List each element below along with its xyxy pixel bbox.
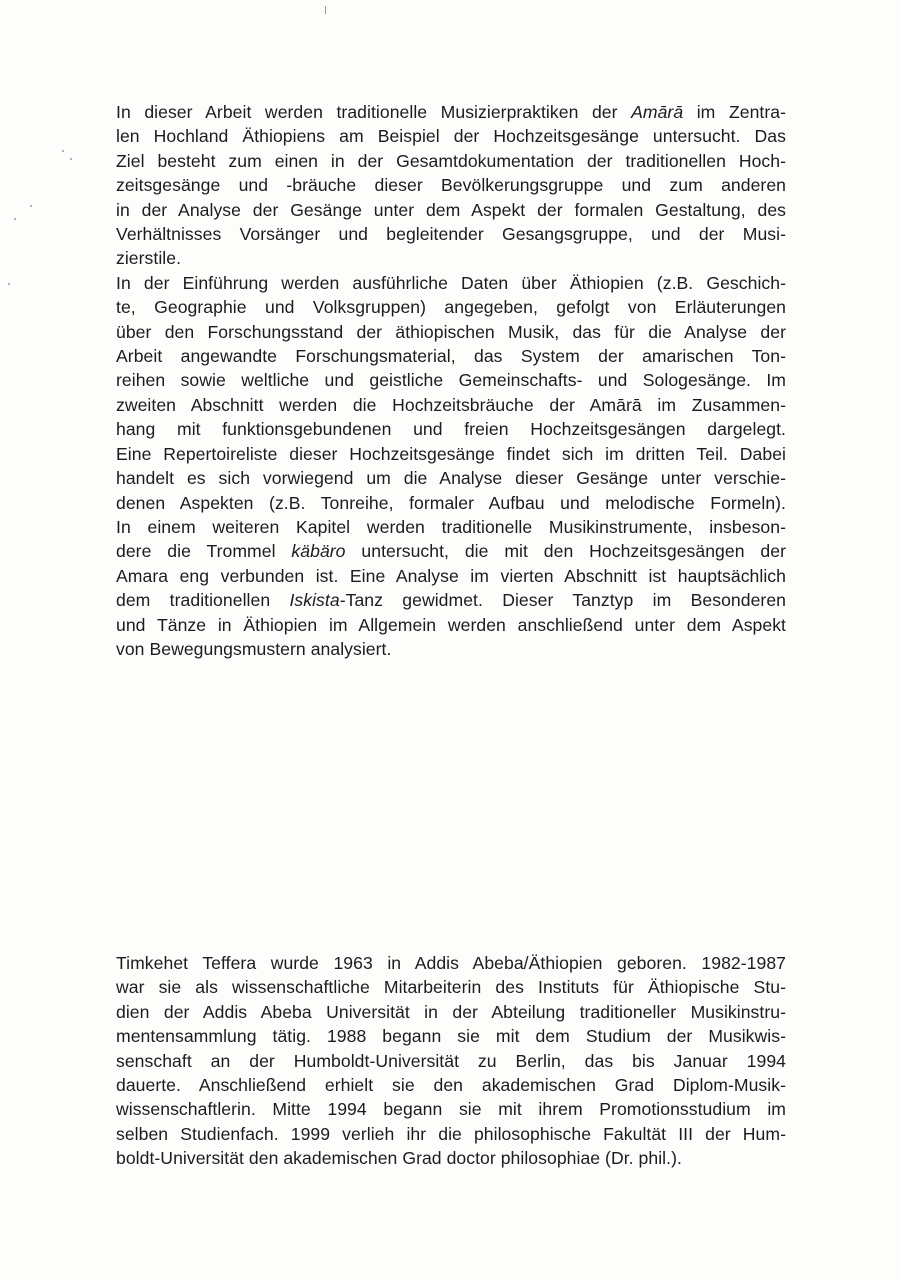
text-line <box>116 491 786 515</box>
text-run: dem traditionellen <box>116 590 290 611</box>
text-run: zierstile. <box>116 248 182 269</box>
text-run: selben Studienfach. 1999 verlieh ihr die philosophische Fakultät III der Hum- <box>116 1123 786 1144</box>
text-run: dere die Trommel <box>116 541 292 562</box>
text-line <box>116 466 786 490</box>
text-run: te, Geographie und Volksgruppen) angegeben, gefolgt von Erläuterungen <box>116 297 786 318</box>
text-run: denen Aspekten (z.B. Tonreihe, formaler Aufbau und melodische Formeln). <box>116 492 786 513</box>
text-line <box>116 295 786 319</box>
scan-speck <box>30 205 32 207</box>
text-line <box>116 515 786 539</box>
text-line <box>116 124 786 148</box>
scan-speck <box>14 218 16 220</box>
text-run: senschaft an der Humboldt-Universität zu Berlin, das bis Januar 1994 <box>116 1050 786 1071</box>
text-line <box>116 198 786 222</box>
text-line <box>116 1024 786 1048</box>
text-line <box>116 368 786 392</box>
scan-speck <box>8 283 10 285</box>
text-run: dauerte. Anschließend erhielt sie den akademischen Grad Diplom-Musik- <box>116 1075 786 1096</box>
text-run: mentensammlung tätig. 1988 begann sie mit dem Studium der Musikwis- <box>116 1026 786 1047</box>
text-run: zeitsgesänge und -bräuche dieser Bevölkerungsgruppe und zum anderen <box>116 175 786 196</box>
text-line <box>116 588 786 612</box>
text-run: len Hochland Äthiopiens am Beispiel der Hochzeitsgesänge untersucht. Das <box>116 126 786 147</box>
text-line <box>116 539 786 563</box>
text-line <box>116 417 786 441</box>
text-run: Timkehet Teffera wurde 1963 in Addis Abeba/Äthiopien geboren. 1982-1987 <box>116 953 786 973</box>
text-run: In dieser Arbeit werden traditionelle Musizierpraktiken der <box>116 102 632 122</box>
italic-term: käbäro <box>291 541 346 562</box>
text-run: dien der Addis Abeba Universität in der Abteilung traditioneller Musikinstru- <box>116 1001 786 1022</box>
text-run: über den Forschungsstand der äthiopischen Musik, das für die Analyse der <box>116 321 786 342</box>
text-run: In der Einführung werden ausführliche Daten über Äthiopien (z.B. Geschich- <box>116 272 786 293</box>
text-run: hang mit funktionsgebundenen und freien Hochzeitsgesängen dargelegt. <box>116 419 786 440</box>
text-line <box>116 1000 786 1024</box>
text-run: und Tänze in Äthiopien im Allgemein werden anschließend unter dem Aspekt <box>116 614 786 635</box>
text-line <box>116 271 786 295</box>
text-run: Verhältnisses Vorsänger und begleitender Gesangsgruppe, und der Musi- <box>116 224 786 245</box>
scan-speck <box>70 158 72 160</box>
text-line <box>116 173 786 197</box>
text-line <box>116 613 786 637</box>
text-run: Arbeit angewandte Forschungsmaterial, das System der amarischen Ton- <box>116 346 786 367</box>
text-line <box>116 246 786 270</box>
abstract-paragraph <box>116 100 786 661</box>
text-run: im Zentra- <box>683 102 786 122</box>
text-line <box>116 320 786 344</box>
scan-speck <box>325 6 326 14</box>
text-run: Ziel besteht zum einen in der Gesamtdokumentation der traditionellen Hoch- <box>116 150 786 171</box>
text-line <box>116 1122 786 1146</box>
text-line <box>116 149 786 173</box>
text-line <box>116 222 786 246</box>
text-run: In einem weiteren Kapitel werden traditionelle Musikinstrumente, insbeson- <box>116 516 786 537</box>
text-line <box>116 951 786 975</box>
text-run: -Tanz gewidmet. Dieser Tanztyp im Besonderen <box>339 590 787 611</box>
text-line <box>116 564 786 588</box>
text-run: war sie als wissenschaftliche Mitarbeiterin des Instituts für Äthiopische Stu- <box>116 977 786 998</box>
text-run: von Bewegungsmustern analysiert. <box>116 638 392 659</box>
text-line <box>116 442 786 466</box>
text-line <box>116 1097 786 1121</box>
text-line <box>116 1146 786 1170</box>
text-line <box>116 393 786 417</box>
text-line <box>116 1073 786 1097</box>
text-run: untersucht, die mit den Hochzeitsgesängen der <box>345 541 787 562</box>
scan-speck <box>62 150 64 152</box>
text-line <box>116 975 786 999</box>
text-run: wissenschaftlerin. Mitte 1994 begann sie mit ihrem Promotionsstudium im <box>116 1099 786 1120</box>
italic-term: Amārā <box>631 102 684 122</box>
text-run: in der Analyse der Gesänge unter dem Aspekt der formalen Gestaltung, des <box>116 199 786 220</box>
text-line <box>116 344 786 368</box>
text-run: boldt-Universität den akademischen Grad doctor philosophiae (Dr. phil.). <box>116 1148 682 1169</box>
text-line <box>116 1049 786 1073</box>
text-run: Amara eng verbunden ist. Eine Analyse im vierten Abschnitt ist hauptsächlich <box>116 565 786 586</box>
text-run: Eine Repertoireliste dieser Hochzeitsgesänge findet sich im dritten Teil. Dabei <box>116 443 786 464</box>
text-run: handelt es sich vorwiegend um die Analyse dieser Gesänge unter verschie- <box>116 468 786 489</box>
text-run: reihen sowie weltliche und geistliche Gemeinschafts- und Sologesänge. Im <box>116 370 786 391</box>
italic-term: Iskista <box>289 590 340 611</box>
author-biography-paragraph <box>116 951 786 1171</box>
text-line <box>116 637 786 661</box>
text-run: zweiten Abschnitt werden die Hochzeitsbräuche der Amārā im Zusammen- <box>116 394 786 415</box>
text-line <box>116 100 786 124</box>
